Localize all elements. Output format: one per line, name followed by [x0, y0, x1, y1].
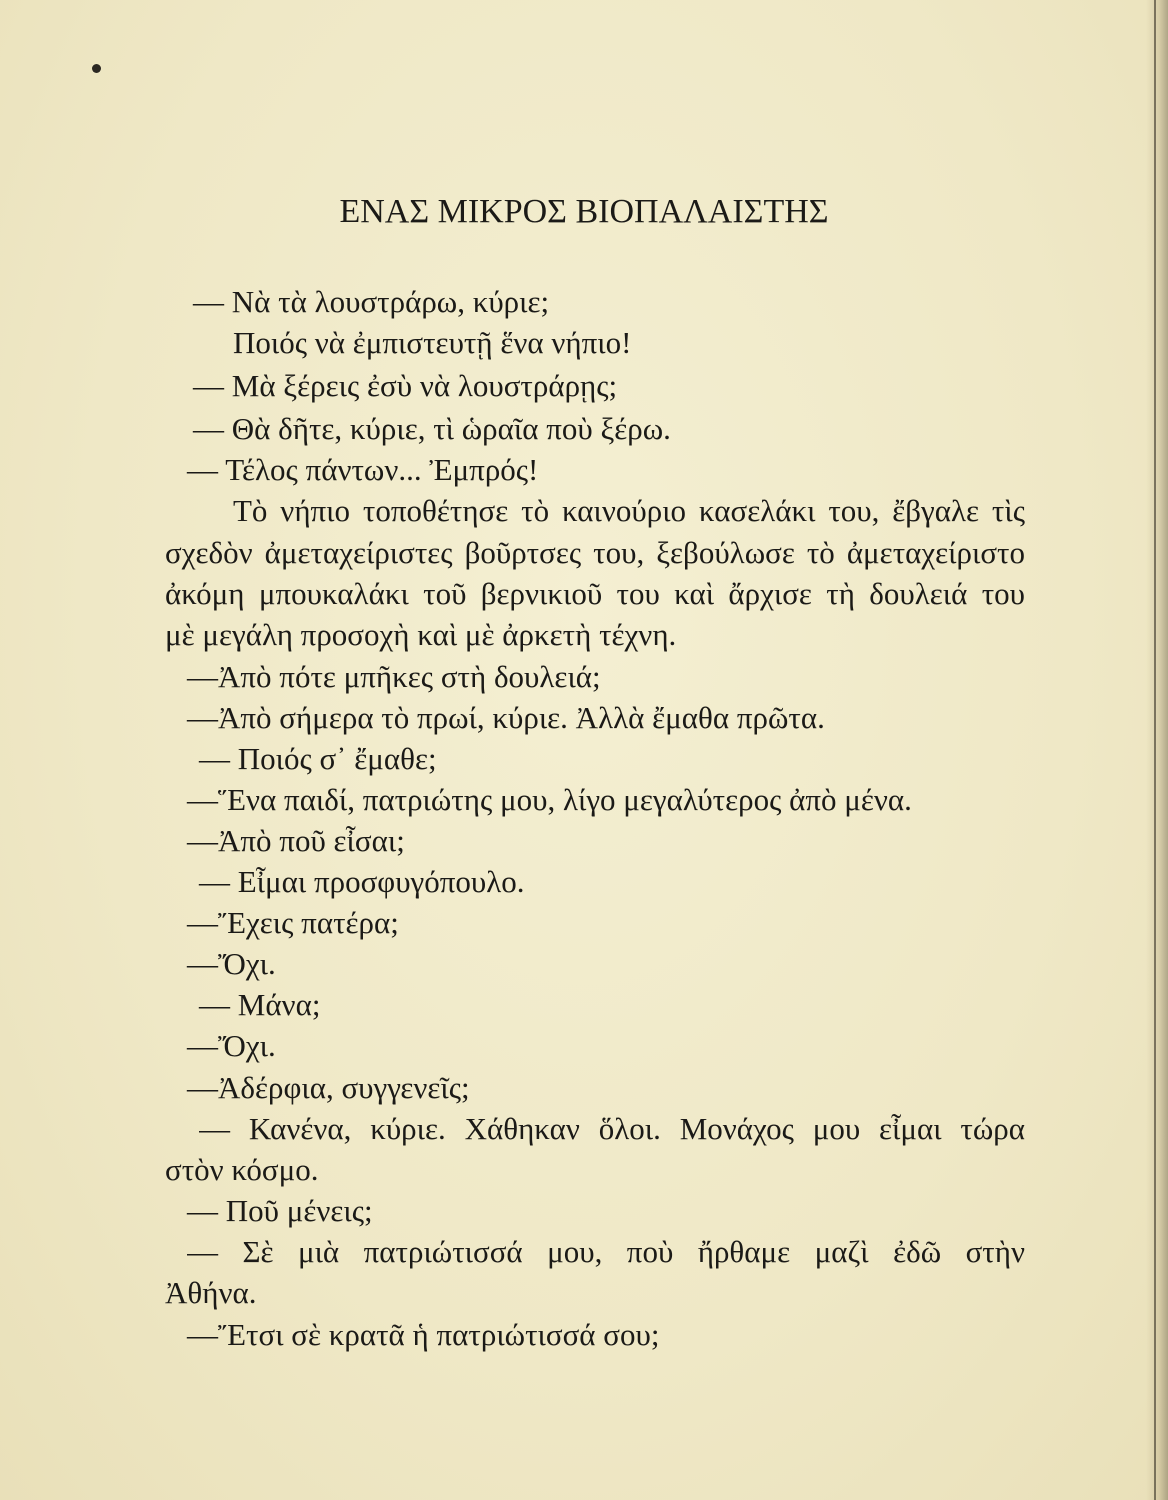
page-title: ΕΝΑΣ ΜΙΚΡΟΣ ΒΙΟΠΑΛΑΙΣΤΗΣ: [339, 193, 829, 230]
text-line: Ποιός νὰ ἐμπιστευτῇ ἕνα νήπιο!: [233, 325, 632, 360]
text-line: —Ἔτσι σὲ κρατᾶ ἡ πατριώτισσά σου;: [187, 1317, 660, 1352]
text-line: —Ἀπὸ πότε μπῆκες στὴ δουλειά;: [187, 659, 601, 694]
text-line: μὲ μεγάλη προσοχὴ καὶ μὲ ἀρκετὴ τέχνη.: [165, 617, 677, 652]
text-line: Τὸ νήπιο τοποθέτησε τὸ καινούριο κασελάκι του, ἔβγαλε τὶς: [233, 493, 1025, 528]
text-line: — Ποῦ μένεις;: [187, 1193, 373, 1228]
text-line: — Τέλος πάντων... Ἐμπρός!: [187, 452, 539, 487]
text-line: — Θὰ δῆτε, κύριε, τὶ ὡραῖα ποὺ ξέρω.: [193, 411, 671, 446]
text-line: — Μάνα;: [199, 987, 321, 1022]
ink-spot: [92, 64, 101, 73]
text-line: —Ἕνα παιδί, πατριώτης μου, λίγο μεγαλύτερος ἀπὸ μένα.: [187, 782, 912, 817]
text-line: — Κανένα, κύριε. Χάθηκαν ὅλοι. Μονάχος μου εἶμαι τώρα: [199, 1111, 1025, 1146]
text-line: —Ὄχι.: [187, 946, 276, 981]
text-line: —Ἀπὸ ποῦ εἶσαι;: [187, 823, 405, 858]
text-line: — Μὰ ξέρεις ἐσὺ νὰ λουστράρῃς;: [193, 368, 618, 403]
text-line: —Ὄχι.: [187, 1028, 276, 1063]
text-line: — Εἶμαι προσφυγόπουλο.: [199, 864, 525, 899]
text-line: ἀκόμη μπουκαλάκι τοῦ βερνικιοῦ του καὶ ἄρχισε τὴ δουλειά του: [165, 576, 1025, 611]
text-line: σχεδὸν ἀμεταχείριστες βοῦρτσες του, ξεβούλωσε τὸ ἀμεταχείριστο: [165, 535, 1025, 570]
text-line: — Ποιός σ᾿ ἔμαθε;: [199, 741, 437, 776]
text-line: — Σὲ μιὰ πατριώτισσά μου, ποὺ ἤρθαμε μαζὶ ἐδῶ στὴν: [187, 1234, 1025, 1269]
text-line: —Ἀπὸ σήμερα τὸ πρωί, κύριε. Ἀλλὰ ἔμαθα πρῶτα.: [187, 700, 825, 735]
text-line: —Ἔχεις πατέρα;: [187, 905, 399, 940]
text-line: Ἀθήνα.: [165, 1275, 257, 1310]
text-line: στὸν κόσμο.: [165, 1152, 319, 1187]
text-line: — Νὰ τὰ λουστράρω, κύριε;: [193, 284, 550, 319]
text-line: —Ἀδέρφια, συγγενεῖς;: [187, 1070, 470, 1105]
